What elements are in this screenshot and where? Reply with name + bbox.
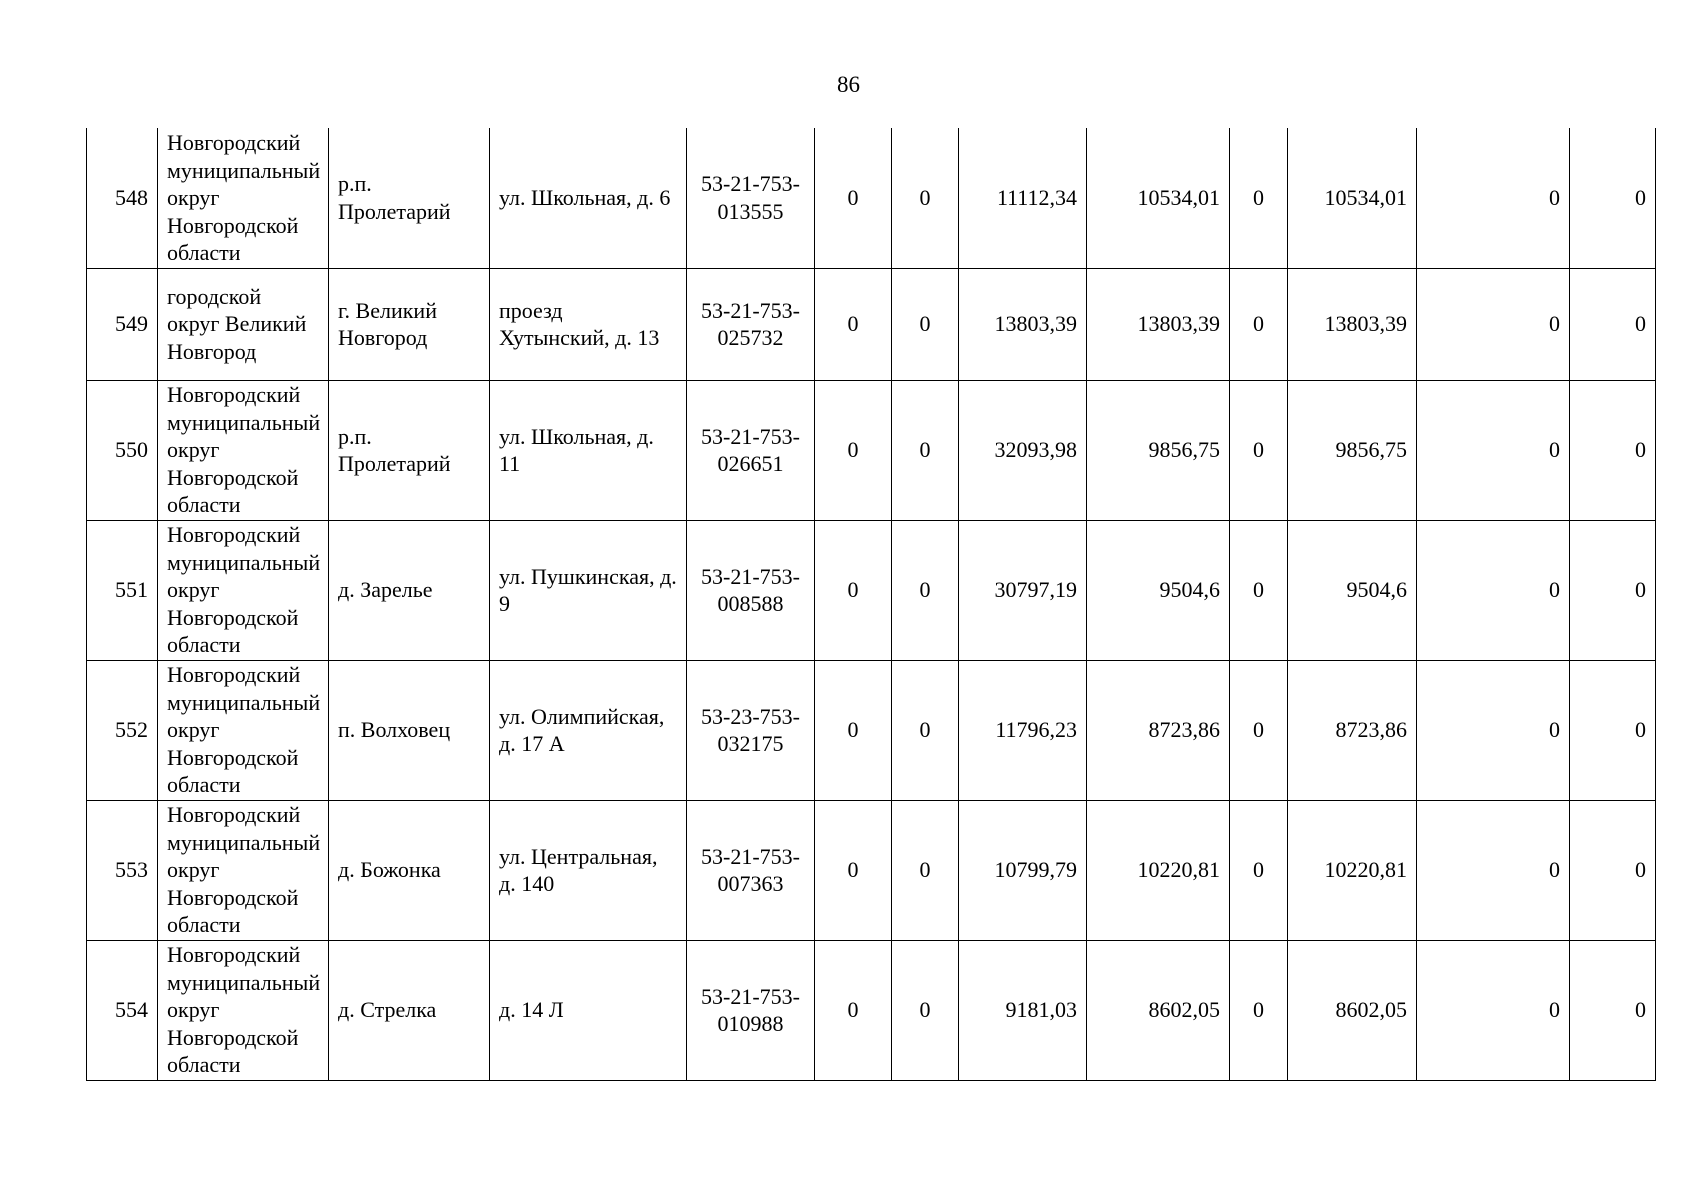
row-number: 548 <box>87 128 158 268</box>
value-cell: 13803,39 <box>959 268 1087 380</box>
value-cell: 0 <box>892 520 959 660</box>
value-cell: 0 <box>815 660 892 800</box>
value-cell: 0 <box>892 128 959 268</box>
row-number: 551 <box>87 520 158 660</box>
settlement-cell: р.п. Пролетарий <box>329 128 490 268</box>
row-number: 550 <box>87 380 158 520</box>
value-cell: 0 <box>815 520 892 660</box>
address-cell: ул. Пушкинская, д. 9 <box>490 520 687 660</box>
value-cell: 0 <box>892 268 959 380</box>
settlement-cell: р.п. Пролетарий <box>329 380 490 520</box>
value-cell: 8723,86 <box>1087 660 1230 800</box>
code-cell: 53-21-753-026651 <box>687 380 815 520</box>
page-number: 86 <box>837 72 860 97</box>
table-row <box>87 380 1656 520</box>
table-row <box>87 660 1656 800</box>
value-cell: 0 <box>1417 520 1570 660</box>
table-row <box>87 268 1656 380</box>
value-cell: 9181,03 <box>959 940 1087 1080</box>
code-cell: 53-21-753-008588 <box>687 520 815 660</box>
value-cell: 10220,81 <box>1288 800 1417 940</box>
value-cell: 0 <box>892 660 959 800</box>
code-cell: 53-21-753-010988 <box>687 940 815 1080</box>
address-cell: ул. Школьная, д. 11 <box>490 380 687 520</box>
value-cell: 8602,05 <box>1087 940 1230 1080</box>
value-cell: 10534,01 <box>1288 128 1417 268</box>
value-cell: 0 <box>1230 800 1288 940</box>
settlement-cell: д. Стрелка <box>329 940 490 1080</box>
value-cell: 8723,86 <box>1288 660 1417 800</box>
value-cell: 0 <box>1570 268 1656 380</box>
value-cell: 0 <box>892 800 959 940</box>
value-cell: 9856,75 <box>1288 380 1417 520</box>
value-cell: 0 <box>1417 660 1570 800</box>
value-cell: 0 <box>1230 268 1288 380</box>
value-cell: 0 <box>1230 520 1288 660</box>
value-cell: 11112,34 <box>959 128 1087 268</box>
municipality-cell: Новгородский муниципальный округ Новгородской области <box>158 380 329 520</box>
row-number: 549 <box>87 268 158 380</box>
value-cell: 13803,39 <box>1288 268 1417 380</box>
value-cell: 30797,19 <box>959 520 1087 660</box>
value-cell: 0 <box>1570 940 1656 1080</box>
value-cell: 0 <box>1417 380 1570 520</box>
value-cell: 10799,79 <box>959 800 1087 940</box>
municipality-cell: городской округ Великий Новгород <box>158 268 329 380</box>
data-table <box>86 128 1656 1081</box>
value-cell: 0 <box>1230 128 1288 268</box>
value-cell: 13803,39 <box>1087 268 1230 380</box>
settlement-cell: д. Божонка <box>329 800 490 940</box>
value-cell: 0 <box>1570 380 1656 520</box>
table-row <box>87 800 1656 940</box>
value-cell: 8602,05 <box>1288 940 1417 1080</box>
value-cell: 9504,6 <box>1087 520 1230 660</box>
address-cell: ул. Центральная, д. 140 <box>490 800 687 940</box>
value-cell: 0 <box>815 800 892 940</box>
value-cell: 0 <box>1570 800 1656 940</box>
table-row <box>87 520 1656 660</box>
value-cell: 0 <box>815 268 892 380</box>
settlement-cell: г. Великий Новгород <box>329 268 490 380</box>
value-cell: 10534,01 <box>1087 128 1230 268</box>
value-cell: 0 <box>815 940 892 1080</box>
row-number: 552 <box>87 660 158 800</box>
value-cell: 0 <box>1570 660 1656 800</box>
value-cell: 0 <box>1417 128 1570 268</box>
value-cell: 0 <box>892 380 959 520</box>
municipality-cell: Новгородский муниципальный округ Новгородской области <box>158 520 329 660</box>
value-cell: 0 <box>1230 380 1288 520</box>
code-cell: 53-23-753-032175 <box>687 660 815 800</box>
value-cell: 0 <box>1570 128 1656 268</box>
value-cell: 10220,81 <box>1087 800 1230 940</box>
row-number: 554 <box>87 940 158 1080</box>
code-cell: 53-21-753-007363 <box>687 800 815 940</box>
value-cell: 0 <box>1570 520 1656 660</box>
value-cell: 9856,75 <box>1087 380 1230 520</box>
address-cell: д. 14 Л <box>490 940 687 1080</box>
value-cell: 0 <box>815 380 892 520</box>
value-cell: 32093,98 <box>959 380 1087 520</box>
value-cell: 0 <box>1230 660 1288 800</box>
value-cell: 0 <box>892 940 959 1080</box>
municipality-cell: Новгородский муниципальный округ Новгородской области <box>158 940 329 1080</box>
settlement-cell: д. Зарелье <box>329 520 490 660</box>
table-row <box>87 940 1656 1080</box>
value-cell: 0 <box>1417 800 1570 940</box>
table-row <box>87 128 1656 268</box>
settlement-cell: п. Волховец <box>329 660 490 800</box>
row-number: 553 <box>87 800 158 940</box>
municipality-cell: Новгородский муниципальный округ Новгородской области <box>158 128 329 268</box>
value-cell: 0 <box>815 128 892 268</box>
code-cell: 53-21-753-013555 <box>687 128 815 268</box>
value-cell: 9504,6 <box>1288 520 1417 660</box>
municipality-cell: Новгородский муниципальный округ Новгородской области <box>158 800 329 940</box>
address-cell: проезд Хутынский, д. 13 <box>490 268 687 380</box>
code-cell: 53-21-753-025732 <box>687 268 815 380</box>
address-cell: ул. Олимпийская, д. 17 А <box>490 660 687 800</box>
municipality-cell: Новгородский муниципальный округ Новгородской области <box>158 660 329 800</box>
value-cell: 0 <box>1417 940 1570 1080</box>
value-cell: 11796,23 <box>959 660 1087 800</box>
address-cell: ул. Школьная, д. 6 <box>490 128 687 268</box>
value-cell: 0 <box>1417 268 1570 380</box>
value-cell: 0 <box>1230 940 1288 1080</box>
